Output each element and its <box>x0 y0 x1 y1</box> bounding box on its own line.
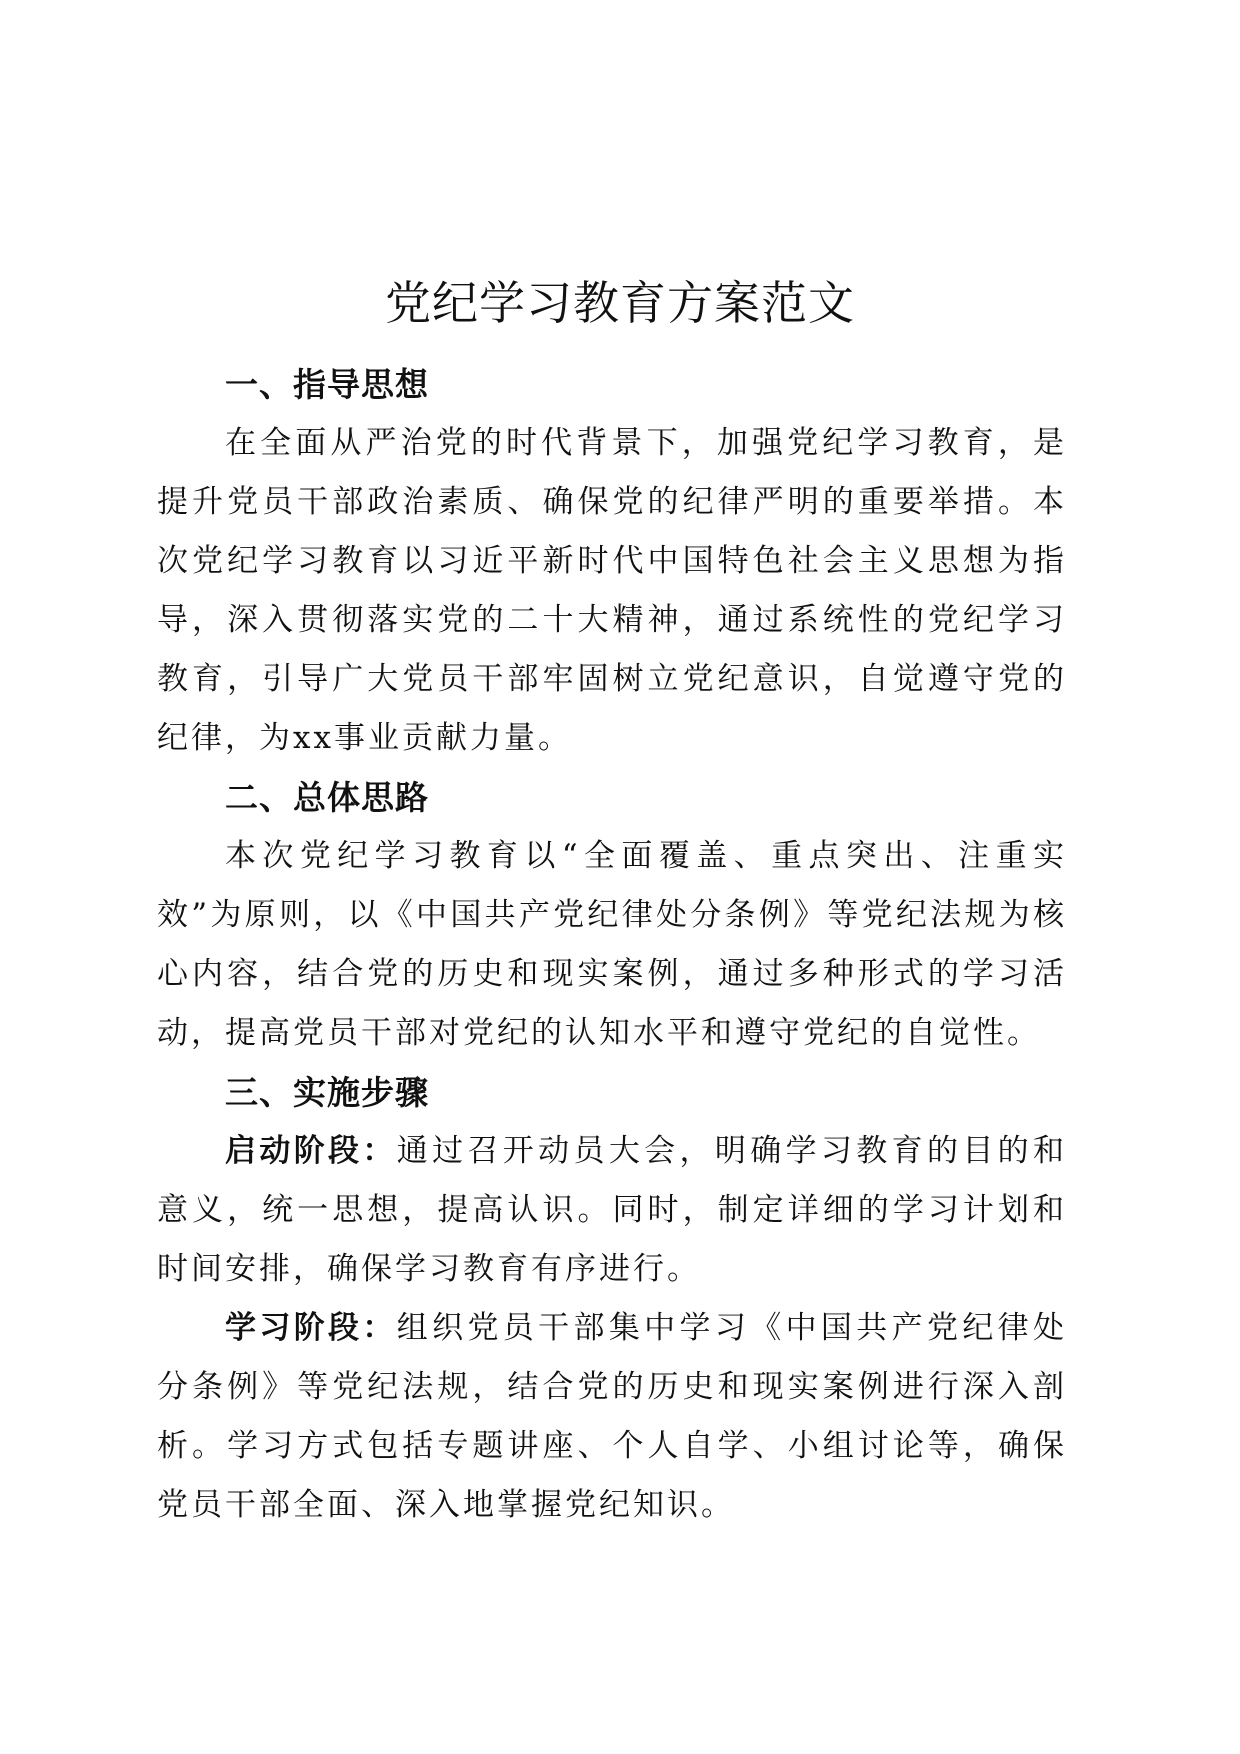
section-paragraph: 本次党纪学习教育以“全面覆盖、重点突出、注重实效”为原则，以《中国共产党纪律处分条例》等党纪法规为核心内容，结合党的历史和现实案例，通过多种形式的学习活动，提高党员干部对党纪的认知水平和遵守党纪的自觉性。 <box>157 838 1067 1051</box>
section-implementation-steps <box>157 1063 1067 1535</box>
section-heading: 三、实施步骤 <box>225 1073 429 1112</box>
section-guiding-ideology <box>157 355 1067 768</box>
stage-text: 通过召开动员大会，明确学习教育的目的和意义，统一思想，提高认识。同时，制定详细的学习计划和时间安排，确保学习教育有序进行。 <box>157 1133 1068 1287</box>
section-heading: 二、总体思路 <box>225 778 429 817</box>
section-heading: 一、指导思想 <box>225 365 429 404</box>
stage-paragraph-launch <box>157 1122 1067 1299</box>
section-overall-approach <box>157 768 1067 1063</box>
stage-lead: 启动阶段： <box>225 1133 397 1169</box>
stage-lead: 学习阶段： <box>225 1310 397 1346</box>
document-title: 党纪学习教育方案范文 <box>385 276 855 330</box>
section-paragraph: 在全面从严治党的时代背景下，加强党纪学习教育，是提升党员干部政治素质、确保党的纪律严明的重要举措。本次党纪学习教育以习近平新时代中国特色社会主义思想为指导，深入贯彻落实党的二十大精神，通过系统性的党纪学习教育，引导广大党员干部牢固树立党纪意识，自觉遵守党的纪律，为xx事业贡献力量。 <box>157 425 1067 756</box>
stage-paragraph-study <box>157 1299 1067 1535</box>
stage-text: 组织党员干部集中学习《中国共产党纪律处分条例》等党纪法规，结合党的历史和现实案例进行深入剖析。学习方式包括专题讲座、个人自学、小组讨论等，确保党员干部全面、深入地掌握党纪知识。 <box>157 1310 1068 1523</box>
document-body <box>157 355 1067 1535</box>
